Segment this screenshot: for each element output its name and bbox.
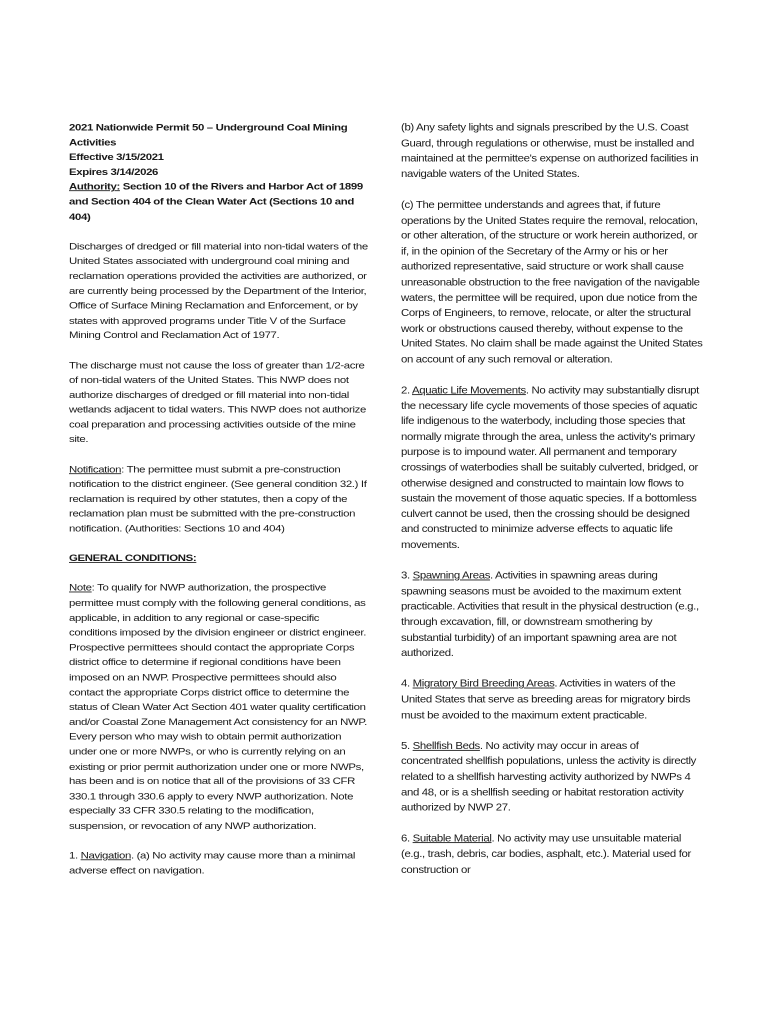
note-paragraph bbox=[69, 582, 369, 835]
condition-suitable-material: 6. Suitable Material. No activity may use unsuitable material (e.g., trash, debris, car bodies, asphalt, etc.). Material used for construction or bbox=[401, 833, 691, 876]
aquatic-life-label: Aquatic Life Movements bbox=[412, 385, 526, 397]
expiration-date: Expires 3/14/2026 bbox=[69, 167, 159, 178]
notification-paragraph bbox=[69, 463, 369, 537]
note-label: Note bbox=[69, 583, 92, 594]
navigation-b-paragraph: (b) Any safety lights and signals prescribed by the U.S. Coast Guard, through regulations or otherwise, must be installed and maintained at the permittee's expense on authorized facilities in navigable waters of the United States. bbox=[401, 122, 699, 180]
left-column bbox=[69, 121, 369, 894]
limits-paragraph: The discharge must not cause the loss of greater than 1/2-acre of non-tidal waters of the United States. This NWP does not authorize discharges of dredged or fill material into non-tidal wetlands adjacent to tidal waters. This NWP does not authorize coal preparation and processing activities outside of the mine site. bbox=[69, 360, 366, 445]
effective-date: Effective 3/15/2021 bbox=[69, 152, 164, 163]
notification-label: Notification bbox=[69, 464, 122, 475]
authority-paragraph bbox=[69, 180, 369, 225]
spawning-areas-label: Spawning Areas bbox=[412, 570, 491, 582]
navigation-label: Navigation bbox=[80, 850, 131, 862]
condition-shellfish-beds: 5. Shellfish Beds. No activity may occur in areas of concentrated shellfish populations, unless the activity is directly related to a shellfish harvesting activity authorized by NWPs 4 and 48, or is a shellfish seeding or habitat restoration activity authorized by NWP 27. bbox=[401, 740, 697, 814]
condition-migratory-bird: 4. Migratory Bird Breeding Areas. Activities in waters of the United States that serve as breeding areas for migratory birds must be avoided to the maximum extent practicable. bbox=[401, 679, 691, 721]
right-column bbox=[401, 121, 703, 894]
shellfish-beds-label: Shellfish Beds bbox=[412, 740, 480, 752]
navigation-c-paragraph: (c) The permittee understands and agrees that, if future operations by the United States require the removal, relocation, or other alteration, of the structure or work herein authorized, or if, in the opinion of the Secretary of the Army or his or her authorized representative, said structure or work shall cause unreasonable obstruction to the free navigation of the navigable waters, the permittee will be required, upon due notice from the Corps of Engineers, to remove, relocate, or alter the structural work or obstructions caused thereby, without expense to the United States. No claim shall be made against the United States on account of any such removal or alteration. bbox=[401, 200, 703, 366]
condition-spawning-areas: 3. Spawning Areas. Activities in spawning areas during spawning seasons must be avoided to the maximum extent practicable. Activities that result in the physical destruction (e.g., through excavation, fill, or downstream smothering by substantial turbidity) of an important spawning area are not authorized. bbox=[401, 570, 699, 659]
document-title: 2021 Nationwide Permit 50 – Underground Coal Mining Activities bbox=[69, 122, 348, 148]
general-conditions-heading: GENERAL CONDITIONS: bbox=[69, 553, 197, 564]
authority-text: Section 10 of the Rivers and Harbor Act of 1899 and Section 404 of the Clean Water Act (Sections 10 and 404) bbox=[69, 182, 363, 223]
navigation-paragraph: 1. Navigation. (a) No activity may cause more than a minimal adverse effect on navigation. bbox=[69, 850, 356, 876]
condition-aquatic-life: 2. Aquatic Life Movements. No activity may substantially disrupt the necessary life cycle movements of those species of aquatic life indigenous to the waterbody, including those species that normally migrate through the area, unless the activity's primary purpose is to impound water. All permanent and temporary crossings of waterbodies shall be suitably culverted, bridged, or otherwise designed and constructed to maintain low flows to sustain the movement of those aquatic species. If a bottomless culvert cannot be used, then the crossing should be designed and constructed to minimize adverse effects to aquatic life movements. bbox=[401, 385, 699, 551]
migratory-bird-label: Migratory Bird Breeding Areas bbox=[412, 679, 555, 690]
notification-text: : The permittee must submit a pre-construction notification to the district engineer. (See general condition 32.) If reclamation is required by other statutes, then a copy of the reclamation plan must be submitted with the pre-construction notification. (Authorities: Sections 10 and 404) bbox=[69, 464, 367, 535]
description-paragraph: Discharges of dredged or fill material into non-tidal waters of the United States associated with underground coal mining and reclamation operations provided the activities are authorized, or are currently being processed by the Department of the Interior, Office of Surface Mining Reclamation and Enforcement, or by states with approved programs under Title V of the Surface Mining Control and Reclamation Act of 1977. bbox=[69, 241, 368, 341]
navigation-text: . (a) No activity may cause more than a minimal adverse effect on navigation. bbox=[69, 850, 356, 876]
note-text: : To qualify for NWP authorization, the prospective permittee must comply with the following general conditions, as applicable, in addition to any regional or case-specific conditions imposed by the division engineer or district engineer. Prospective permittees should contact the appropriate Corps district office to determine if regional conditions have been imposed on an NWP. Prospective permittees should also contact the appropriate Corps district office to determine the status of Clean Water Act Section 401 water quality certification and/or Coastal Zone Management Act consistency for an NWP. Every person who may wish to obtain permit authorization under one or more NWPs, or who is currently relying on an existing or prior permit authorization under one or more NWPs, has been and is on notice that all of the provisions of 33 CFR 330.1 through 330.6 apply to every NWP authorization. Note especially 33 CFR 330.5 relating to the modification, suspension, or revocation of any NWP authorization. bbox=[69, 583, 367, 832]
suitable-material-label: Suitable Material bbox=[412, 833, 492, 845]
authority-label: Authority: bbox=[69, 182, 120, 193]
